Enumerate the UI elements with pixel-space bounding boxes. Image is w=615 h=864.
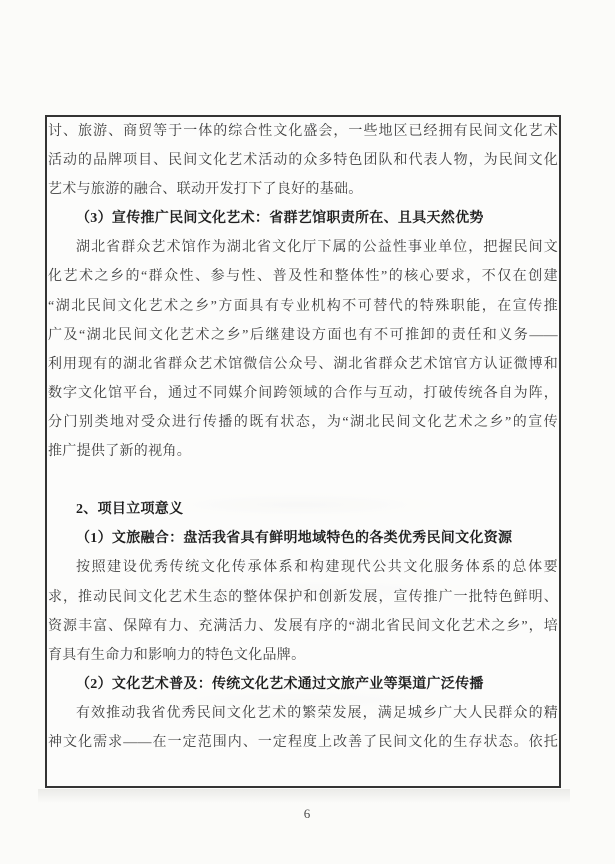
text-line: “湖北民间文化艺术之乡”方面具有专业机构不可替代的特殊职能，在宣传推 [48, 298, 558, 314]
heading-line: （2）文化艺术普及：传统文化艺术通过文旅产业等渠道广泛传播 [76, 676, 484, 692]
heading-line: （3）宣传推广民间文化艺术：省群艺馆职责所在、且具天然优势 [76, 211, 484, 227]
text-line: 利用现有的湖北省群众艺术馆微信公众号、湖北省群众艺术馆官方认证微博和 [48, 356, 558, 372]
text-line: 按照建设优秀传统文化传承体系和构建现代公共文化服务体系的总体要 [76, 560, 558, 576]
text-line: 活动的品牌项目、民间文化艺术活动的众多特色团队和代表人物，为民间文化 [48, 153, 558, 169]
heading-line: （1）文旅融合：盘活我省具有鲜明地域特色的各类优秀民间文化资源 [76, 531, 513, 547]
text-line: 化艺术之乡的“群众性、参与性、普及性和整体性”的核心要求，不仅在创建 [48, 269, 558, 285]
document-table-cell [45, 115, 561, 788]
blank-line [48, 466, 558, 495]
text-line: 育具有生命力和影响力的特色文化品牌。 [48, 647, 306, 663]
text-line: 广及“湖北民间文化艺术之乡”后继建设方面也有不可推卸的责任和义务—— [48, 327, 558, 343]
page-number: 6 [303, 806, 312, 821]
scan-shadow-artifact [38, 789, 570, 803]
text-line: 资源丰富、保障有力、充满活力、发展有序的“湖北省民间文化艺术之乡”，培 [48, 618, 558, 634]
text-line: 分门别类地对受众进行传播的既有状态，为“湖北民间文化艺术之乡”的宣传 [48, 414, 558, 430]
text-line: 数字文化馆平台，通过不同媒介间跨领域的合作与互动，打破传统各自为阵， [48, 385, 558, 401]
text-line: 求，推动民间文化艺术生态的整体保护和创新发展，宣传推广一批特色鲜明、 [48, 589, 558, 605]
text-line: 有效推动我省优秀民间文化艺术的繁荣发展，满足城乡广大人民群众的精 [76, 705, 558, 721]
text-line: 湖北省群众艺术馆作为湖北省文化厅下属的公益性事业单位，把握民间文 [76, 240, 558, 256]
text-line: 神文化需求——在一定范围内、一定程度上改善了民间文化的生存状态。依托 [48, 734, 558, 750]
text-line: 艺术与旅游的融合、联动开发打下了良好的基础。 [48, 182, 363, 198]
text-line: 讨、旅游、商贸等于一体的综合性文化盛会，一些地区已经拥有民间文化艺术 [48, 124, 558, 139]
heading-line: 2、项目立项意义 [76, 502, 184, 518]
text-line: 推广提供了新的视角。 [48, 444, 191, 460]
